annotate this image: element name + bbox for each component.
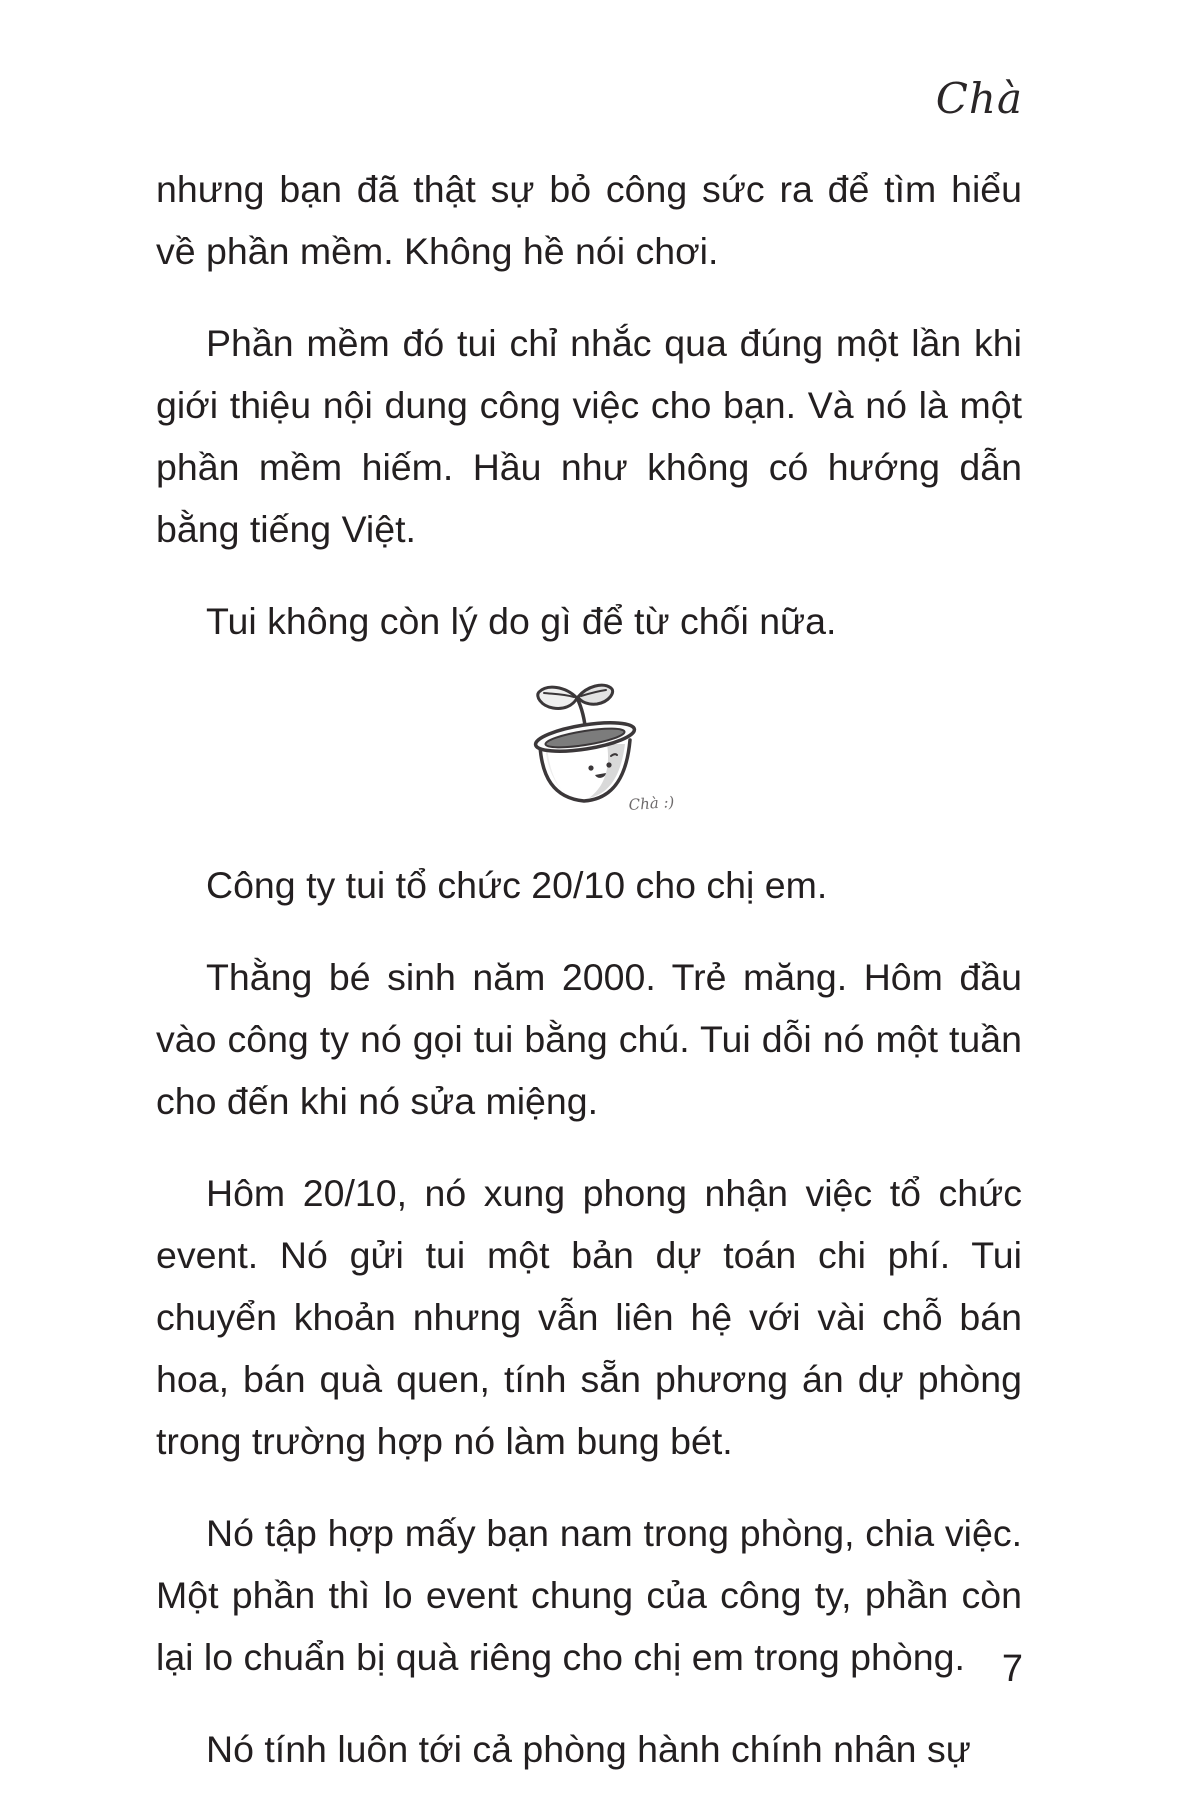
paragraph: Phần mềm đó tui chỉ nhắc qua đúng một lần khi giới thiệu nội dung công việc cho bạn. Và nó là một phần mềm hiếm. Hầu như không có hướng dẫn bằng tiếng Việt.: [156, 322, 1022, 550]
flowerpot-icon: [489, 682, 689, 820]
paragraph: Nó tính luôn tới cả phòng hành chính nhân sự: [206, 1728, 971, 1770]
page-number: 7: [1001, 1648, 1023, 1690]
paragraph: Tui không còn lý do gì để từ chối nữa.: [206, 600, 837, 642]
paragraph: Nó tập hợp mấy bạn nam trong phòng, chia việc. Một phần thì lo event chung của công ty, phần còn lại lo chuẩn bị quà riêng cho chị em trong phòng.: [156, 1512, 1022, 1678]
paragraph: nhưng bạn đã thật sự bỏ công sức ra để tìm hiểu về phần mềm. Không hề nói chơi.: [156, 168, 1022, 272]
running-header: Chà: [935, 74, 1023, 123]
paragraph: Thằng bé sinh năm 2000. Trẻ măng. Hôm đầu vào công ty nó gọi tui bằng chú. Tui dỗi nó một tuần cho đến khi nó sửa miệng.: [156, 956, 1022, 1122]
illustration-signature: Chà :): [628, 792, 675, 814]
body-text: [156, 158, 1022, 1800]
paragraph: Hôm 20/10, nó xung phong nhận việc tổ chức event. Nó gửi tui một bản dự toán chi phí. Tui chuyển khoản nhưng vẫn liên hệ với vài chỗ bán hoa, bán quà quen, tính sẵn phương án dự phòng trong trường hợp nó làm bung bét.: [156, 1172, 1022, 1462]
flowerpot-illustration: [489, 682, 689, 820]
paragraph: Công ty tui tổ chức 20/10 cho chị em.: [206, 864, 828, 906]
